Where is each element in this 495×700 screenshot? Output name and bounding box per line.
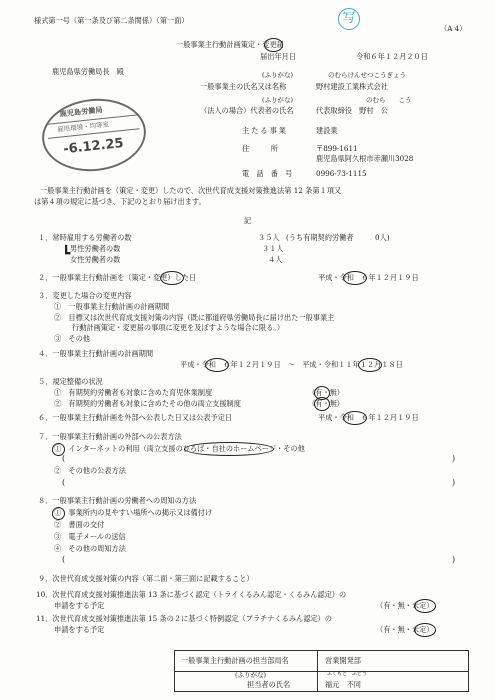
- item3-label: ３．変更した場合の変更内容: [38, 291, 132, 300]
- item1-female-label: 女性労働者の数: [70, 255, 121, 264]
- ki-label: 記: [244, 216, 252, 225]
- item1-female: ４人: [268, 255, 283, 264]
- circle-item7-ryoritsu: [184, 442, 274, 456]
- item1-male: ３１人: [262, 244, 284, 253]
- item1-label: １．常時雇用する労働者の数: [38, 233, 132, 242]
- item3-opt2b: 行動計画策定・変更届の事項に変更を及ぼすような場合に限る。）: [72, 323, 285, 332]
- circle-item8-opt1: [52, 507, 65, 520]
- circle-item5-opt2-yes: [314, 397, 330, 411]
- contact-furigana-label: (ふりがな): [235, 671, 267, 679]
- contact-name-value: 福元 不同: [325, 680, 361, 689]
- reception-stamp: [39, 94, 150, 176]
- item7-opt1-paren-open: (: [62, 454, 66, 463]
- furigana-value: のむらけんせつこうぎょう: [328, 71, 406, 79]
- item7-opt1-paren-close: ): [452, 454, 456, 463]
- item4-label: ４．一般事業主行動計画の計画期間: [38, 349, 154, 358]
- rep-furigana-label: (ふりがな): [262, 96, 294, 104]
- item7-opt1: ① インターネットの利用（両立支援のひろば・自社のホームページ・その他: [54, 444, 305, 453]
- phone-value: 0996-73-1115: [316, 169, 367, 178]
- item4-period: 平成・令和 ６年１２月１９日 〜 平成・令和１１年１２月１８日: [180, 360, 403, 369]
- form-number: 様式第一号（第一条及び第二条関係）（第一面）: [34, 16, 189, 25]
- representative-label: （法人の場合）代表者の氏名: [200, 106, 294, 115]
- circle-item11-mitei: [414, 623, 436, 637]
- postal-code: 〒899-1611: [316, 144, 358, 153]
- item5-opt1: ① 有期契約労働者も対象に含めた育児休業制度: [54, 388, 213, 397]
- contact-col-sep: [317, 671, 318, 691]
- circle-item2-reiwa: [343, 271, 367, 285]
- item8-opt2: ② 書面の交付: [54, 520, 105, 529]
- address-label: 住 所: [242, 144, 278, 153]
- item11-line-a: 11．次世代育成支援対策推進法第 15 条の２に基づく特例認定（プラチナくるみん認定）の: [36, 614, 332, 623]
- item1-bracket: ┗: [62, 246, 71, 262]
- item11-value: （有・無・未定）: [376, 625, 434, 634]
- address-value: 鹿児島県阿久根市赤瀬川3028: [316, 154, 414, 163]
- item6-label: ６．一般事業主行動計画を外部へ公表した日又は公表予定日: [38, 413, 233, 422]
- item1-male-label: 男性労働者の数: [70, 244, 121, 253]
- item5-opt1-value: （有・無）: [308, 388, 344, 397]
- contact-furigana-value: ふくもと ふどう: [327, 671, 368, 677]
- contact-row-dept: [175, 651, 468, 672]
- stamp-date: -6.12.25: [62, 135, 125, 158]
- circle-sakutei: [264, 38, 283, 52]
- representative-name: 代表取締役 野村 公: [316, 106, 388, 115]
- item2-date: 平成・令和 ６年１２月１９日: [318, 273, 419, 282]
- contact-col-sep: [317, 651, 318, 671]
- phone-label: 電 話 番 号: [242, 169, 293, 178]
- circle-item4-end-reiwa: [358, 358, 382, 372]
- circle-item10-mitei: [414, 599, 436, 613]
- doc-title: 一般事業主行動計画策定・変更届: [176, 40, 284, 49]
- item7-opt2: ② その他の公表方法: [54, 466, 126, 475]
- photo-mark: 写: [338, 8, 360, 30]
- intro-line-1: 一般事業主行動計画を（策定・変更）したので、次世代育成支援対策推進法第 12 条第１項又: [40, 186, 342, 195]
- contact-dept-value: 営業開発部: [325, 656, 361, 665]
- rep-furigana-value: のむら こう: [366, 96, 412, 104]
- item8-label: ８．一般事業主行動計画の労働者への周知の方法: [38, 496, 197, 505]
- item8-opt4-paren-open: (: [62, 555, 66, 564]
- contact-table: [174, 650, 469, 692]
- contact-dept-label: 一般事業主行動計画の担当部局名: [181, 656, 289, 665]
- item10-value: （有・無・未定）: [376, 601, 434, 610]
- furigana-label: (ふりがな): [262, 71, 294, 79]
- item6-date: 平成・令和 ６年１２月１９日: [318, 413, 419, 422]
- item3-opt1: ① 一般事業主行動計画の計画期間: [54, 302, 170, 311]
- item9-label: ９．次世代育成支援対策の内容（第二面・第三面に記載すること）: [38, 574, 254, 583]
- circle-item4-start-reiwa: [205, 358, 229, 372]
- circle-item6-reiwa: [343, 411, 367, 425]
- item11-line-b: 申請をする予定: [54, 625, 105, 634]
- item7-label: ７．一般事業主行動計画の外部への公表方法: [38, 432, 182, 441]
- item7-opt2-paren-open: (: [62, 478, 66, 487]
- circle-item2-sakutei: [160, 271, 184, 285]
- item1-total-note: (うち有期契約労働者 0人): [286, 233, 390, 242]
- item5-label: ５．規定整備の状況: [38, 377, 103, 386]
- item8-opt4: ④ その他の周知方法: [54, 544, 126, 553]
- item2-label: ２．一般事業主行動計画を（策定・変更）した日: [38, 273, 197, 282]
- item3-opt2a: ② 目標又は次世代育成支援対策の内容（既に都道府県労働局長に届け出た一般事業主: [54, 313, 335, 322]
- item5-opt2-value: （有・無）: [308, 399, 344, 408]
- item8-opt1: ① 事業所内の見やすい場所への掲示又は備付け: [54, 508, 213, 517]
- addressee: 鹿児島県労働局長 殿: [52, 67, 124, 76]
- business-value: 建設業: [316, 126, 338, 135]
- paper-size: （A 4）: [440, 24, 467, 33]
- item8-opt3: ③ 電子メールの送信: [54, 532, 126, 541]
- contact-row-name: [175, 671, 468, 691]
- stamp-dept: 雇用環境・均等室: [56, 120, 110, 134]
- business-label: 主たる事業: [242, 126, 288, 135]
- intro-line-2: は第４項の規定に基づき、下記のとおり届け出ます。: [34, 197, 206, 206]
- item5-opt2: ② 有期契約労働者も対象に含めたその他の両立支援制度: [54, 399, 241, 408]
- item10-line-b: 申請をする予定: [54, 601, 105, 610]
- contact-name-label: 担当者の氏名: [247, 680, 291, 689]
- date-label: 届出年月日: [260, 52, 296, 61]
- item3-opt3: ③ その他: [54, 334, 90, 343]
- item7-opt2-paren-close: ): [452, 478, 456, 487]
- item1-total: ３５人: [258, 233, 280, 242]
- employer-name-label: 一般事業主の氏名又は名称: [200, 82, 287, 91]
- item8-opt4-paren-close: ): [452, 555, 456, 564]
- date-value: 令和６年１２月２０日: [356, 52, 428, 61]
- employer-name: 野村建設工業株式会社: [316, 82, 388, 91]
- stamp-office: 鹿児島労働局: [59, 104, 103, 119]
- item10-line-a: 10．次世代育成支援対策推進法第 13 条に基づく認定（トライくるみん認定・くるみん認定）の: [36, 590, 347, 599]
